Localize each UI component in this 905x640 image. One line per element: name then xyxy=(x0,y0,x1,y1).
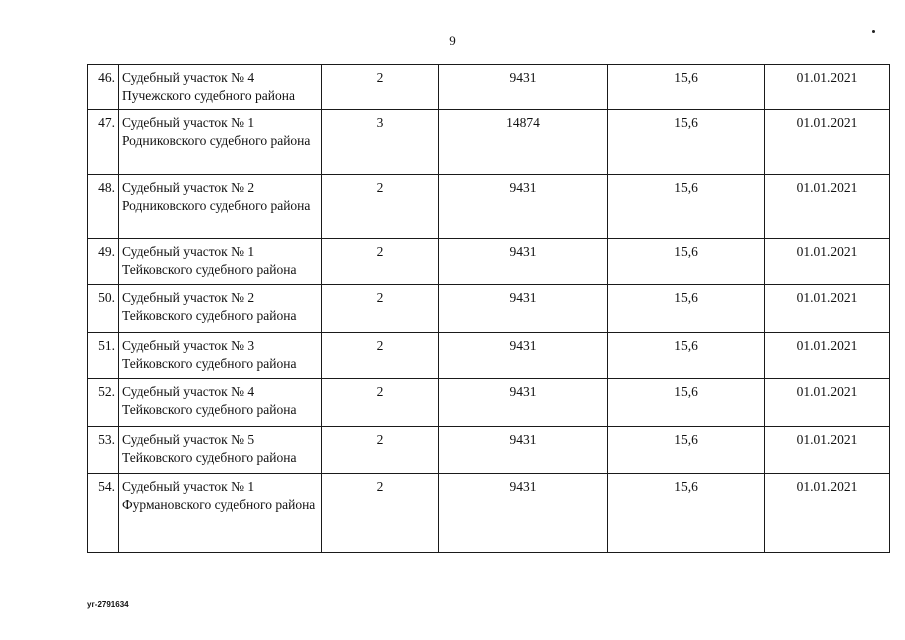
amount-value: 9431 xyxy=(439,285,608,333)
effective-date: 01.01.2021 xyxy=(765,65,890,110)
rate-value: 15,6 xyxy=(608,175,765,239)
row-number: 52. xyxy=(88,379,119,427)
district-name: Судебный участок № 2 Родниковского судебного района xyxy=(119,175,322,239)
row-number: 47. xyxy=(88,110,119,175)
staff-count: 2 xyxy=(322,175,439,239)
rate-value: 15,6 xyxy=(608,379,765,427)
row-number: 49. xyxy=(88,239,119,285)
table-row xyxy=(88,379,890,427)
court-districts-table xyxy=(87,64,890,553)
staff-count: 2 xyxy=(322,379,439,427)
effective-date: 01.01.2021 xyxy=(765,175,890,239)
staff-count: 2 xyxy=(322,285,439,333)
rate-value: 15,6 xyxy=(608,285,765,333)
table-row xyxy=(88,427,890,474)
amount-value: 9431 xyxy=(439,427,608,474)
rate-value: 15,6 xyxy=(608,239,765,285)
row-number: 51. xyxy=(88,333,119,379)
rate-value: 15,6 xyxy=(608,427,765,474)
rate-value: 15,6 xyxy=(608,333,765,379)
table-row xyxy=(88,239,890,285)
amount-value: 9431 xyxy=(439,333,608,379)
effective-date: 01.01.2021 xyxy=(765,285,890,333)
row-number: 54. xyxy=(88,474,119,553)
effective-date: 01.01.2021 xyxy=(765,333,890,379)
staff-count: 2 xyxy=(322,333,439,379)
amount-value: 9431 xyxy=(439,379,608,427)
rate-value: 15,6 xyxy=(608,474,765,553)
table-row xyxy=(88,285,890,333)
staff-count: 2 xyxy=(322,239,439,285)
table-row xyxy=(88,110,890,175)
row-number: 46. xyxy=(88,65,119,110)
row-number: 48. xyxy=(88,175,119,239)
district-name: Судебный участок № 2 Тейковского судебного района xyxy=(119,285,322,333)
row-number: 50. xyxy=(88,285,119,333)
staff-count: 2 xyxy=(322,427,439,474)
row-number: 53. xyxy=(88,427,119,474)
effective-date: 01.01.2021 xyxy=(765,474,890,553)
amount-value: 9431 xyxy=(439,175,608,239)
scan-mark xyxy=(872,30,875,33)
table-row xyxy=(88,65,890,110)
district-name: Судебный участок № 3 Тейковского судебного района xyxy=(119,333,322,379)
effective-date: 01.01.2021 xyxy=(765,239,890,285)
table-row xyxy=(88,474,890,553)
district-name: Судебный участок № 1 Фурмановского судебного района xyxy=(119,474,322,553)
table-row xyxy=(88,333,890,379)
amount-value: 9431 xyxy=(439,474,608,553)
amount-value: 14874 xyxy=(439,110,608,175)
effective-date: 01.01.2021 xyxy=(765,379,890,427)
document-code: уг-2791634 xyxy=(87,600,129,609)
amount-value: 9431 xyxy=(439,65,608,110)
staff-count: 2 xyxy=(322,65,439,110)
effective-date: 01.01.2021 xyxy=(765,110,890,175)
district-name: Судебный участок № 4 Пучежского судебного района xyxy=(119,65,322,110)
rate-value: 15,6 xyxy=(608,65,765,110)
table-row xyxy=(88,175,890,239)
amount-value: 9431 xyxy=(439,239,608,285)
staff-count: 2 xyxy=(322,474,439,553)
district-name: Судебный участок № 5 Тейковского судебного района xyxy=(119,427,322,474)
page-number: 9 xyxy=(449,33,456,48)
effective-date: 01.01.2021 xyxy=(765,427,890,474)
staff-count: 3 xyxy=(322,110,439,175)
rate-value: 15,6 xyxy=(608,110,765,175)
district-name: Судебный участок № 1 Родниковского судебного района xyxy=(119,110,322,175)
district-name: Судебный участок № 1 Тейковского судебного района xyxy=(119,239,322,285)
district-name: Судебный участок № 4 Тейковского судебного района xyxy=(119,379,322,427)
